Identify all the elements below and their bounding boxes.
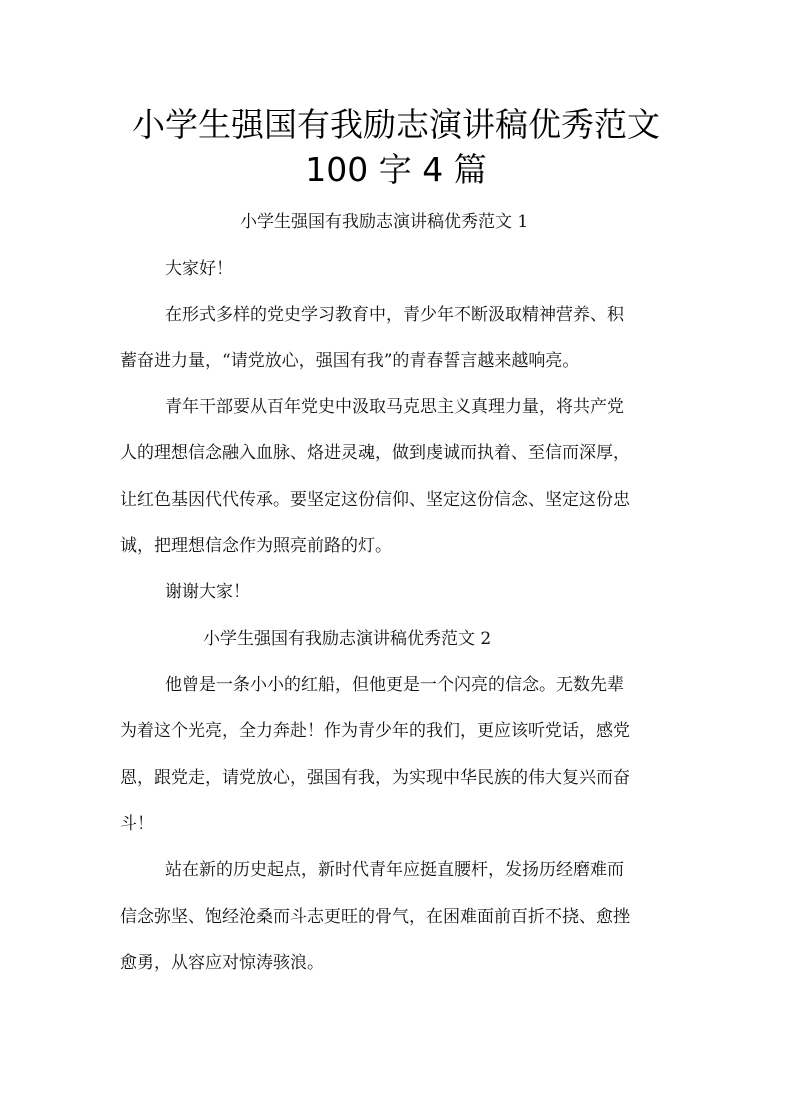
- paragraph-line: 他曾是一条小小的红船，但他更是一个闪亮的信念。无数先辈: [165, 675, 624, 695]
- paragraph-line: 让红色基因代代传承。要坚定这份信仰、坚定这份信念、坚定这份忠: [120, 490, 630, 510]
- paragraph-line: 站在新的历史起点，新时代青年应挺直腰杆，发扬历经磨难而: [165, 860, 624, 880]
- paragraph-line: 人的理想信念融入血脉、烙进灵魂，做到虔诚而执着、至信而深厚，: [120, 443, 630, 463]
- greeting-paragraph: 大家好！: [165, 259, 233, 279]
- paragraph-line: 信念弥坚、饱经沧桑而斗志更旺的骨气，在困难面前百折不挠、愈挫: [120, 907, 630, 927]
- paragraph-line: 斗！: [120, 814, 154, 834]
- paragraph-line: 为着这个光亮，全力奔赴！作为青少年的我们，更应该听党话，感党: [120, 721, 630, 741]
- paragraph-line: 蓄奋进力量，“请党放心，强国有我”的青春誓言越来越响亮。: [120, 351, 580, 371]
- paragraph-line: 愈勇，从容应对惊涛骇浪。: [120, 953, 324, 973]
- paragraph-line: 青年干部要从百年党史中汲取马克思主义真理力量，将共产党: [165, 397, 624, 417]
- section-2-heading: 小学生强国有我励志演讲稿优秀范文 2: [203, 629, 492, 649]
- paragraph-line: 恩，跟党走，请党放心，强国有我，为实现中华民族的伟大复兴而奋: [120, 768, 630, 788]
- closing-paragraph: 谢谢大家！: [165, 582, 250, 602]
- document-title-line-1: 小学生强国有我励志演讲稿优秀范文: [132, 105, 660, 144]
- document-title-line-2: 100 字 4 篇: [305, 150, 487, 189]
- paragraph-line: 诚，把理想信念作为照亮前路的灯。: [120, 536, 392, 556]
- section-1-heading: 小学生强国有我励志演讲稿优秀范文 1: [240, 212, 529, 232]
- paragraph-line: 在形式多样的党史学习教育中，青少年不断汲取精神营养、积: [165, 305, 624, 325]
